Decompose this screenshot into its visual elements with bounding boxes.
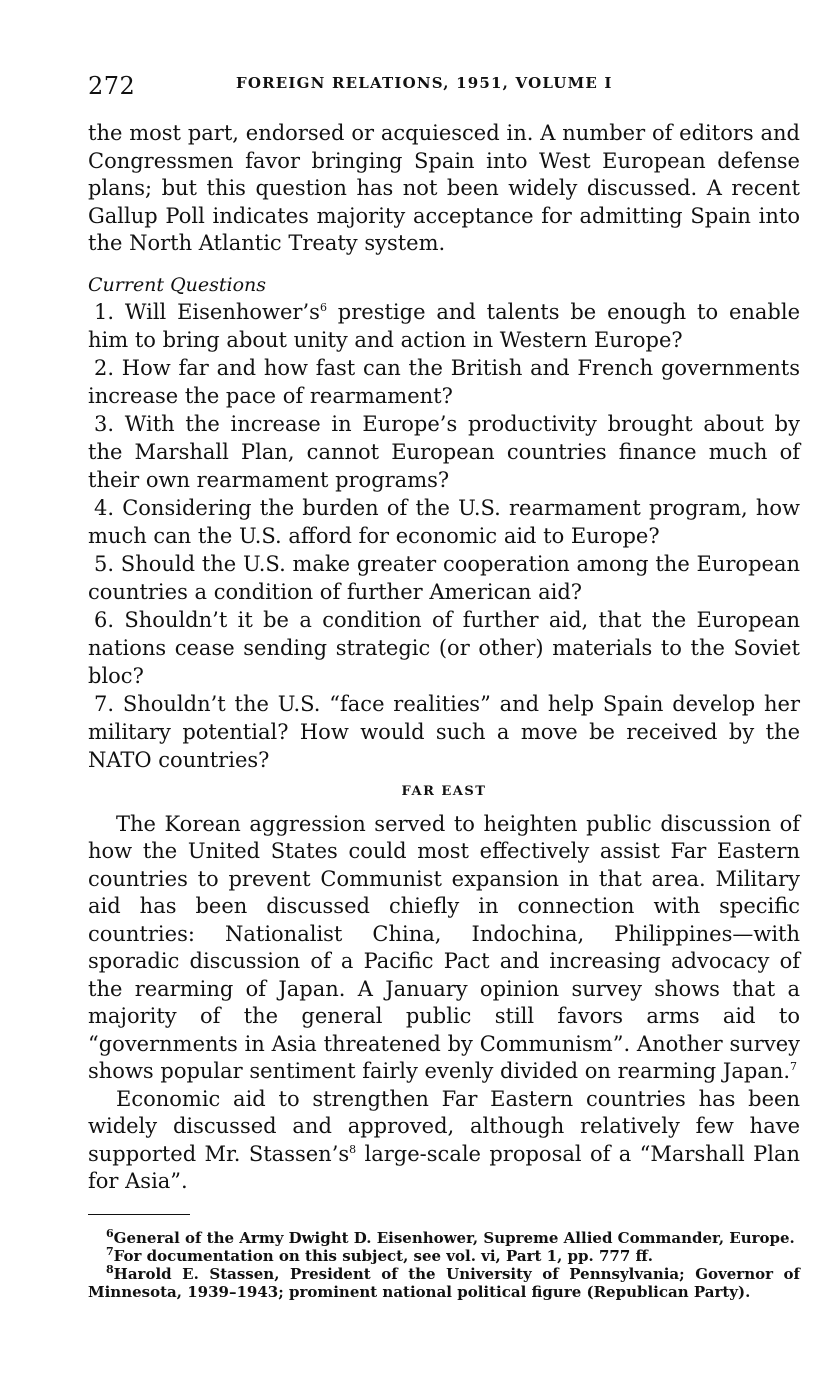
question-2: 2. How far and how fast can the British and French governments increase the pace of rearmament? [88,355,800,408]
question-5: 5. Should the U.S. make greater cooperation among the European countries a condition of further American aid? [88,551,800,604]
far-east-paragraph-2 [88,1086,800,1196]
footnote-7-mark: 7 [106,1244,114,1258]
footnote-ref-7: 7 [790,1060,798,1073]
footnote-8-text: Harold E. Stassen, President of the University of Pennsylvania; Governor of Minnesota, 1939–1943; prominent national political figure (Republican Party). [88,1264,800,1301]
far-east-paragraph-2-end: large-scale proposal of a “Marshall Plan for Asia”. [88,1141,800,1193]
footnote-ref-8: 8 [349,1142,357,1156]
question-4: 4. Considering the burden of the U.S. rearmament program, how much can the U.S. afford for economic aid to Europe? [88,495,800,548]
document-page [88,64,800,1301]
footnote-ref-6: 6 [319,300,327,314]
opening-paragraph: the most part, endorsed or acquiesced in. A number of editors and Congressmen favor bringing Spain into West European defense plans; but this question has not been widely discussed. A recent Gallup Poll indicates majority acceptance for admitting Spain into the North Atlantic Treaty system. [88,121,800,255]
question-7: 7. Shouldn’t the U.S. “face realities” and help Spain develop her military potential? How would such a move be received by the NATO countries? [88,691,800,772]
footnote-divider [88,1214,190,1215]
footnote-8-mark: 8 [106,1262,114,1276]
far-east-paragraph-2-start: Economic aid to strengthen Far Eastern countries has been widely discussed and approved, although relatively few have supported Mr. Stassen’s [88,1086,800,1166]
current-questions-label: Current Questions [88,273,267,296]
footnote-6 [88,1226,800,1247]
question-1-start: 1. Will Eisenhower’s [94,299,320,324]
question-1-end: prestige and talents be enough to enable him to bring about unity and action in Western Europe? [88,299,800,352]
footnote-7-text: For documentation on this subject, see vol. vi, Part 1, pp. 777 ff. [113,1246,654,1265]
question-1 [88,298,800,354]
far-east-paragraph-1-text: The Korean aggression served to heighten public discussion of how the United States could most effectively assist Far Eastern countries to prevent Communist expansion in that area. Military aid has been discussed chiefly in connection with specific countries: Nationalist China, Indochina, Philippines—with sporadic discussion of a Pacific Pact and increasing advocacy of the rearming of Japan. A January opinion survey shows that a majority of the general public still favors arms aid to “governments in Asia threatened by Communism”. Another survey shows popular sentiment fairly evenly divided on rearming Japan. [88,811,800,1083]
running-head: FOREIGN RELATIONS, 1951, VOLUME I [236,74,613,92]
footnote-6-mark: 6 [106,1226,114,1240]
page-header [88,64,800,104]
far-east-heading: FAR EAST [401,783,487,799]
footnote-8 [88,1262,800,1301]
page-number: 272 [88,72,136,100]
footnote-7 [88,1244,800,1265]
question-3: 3. With the increase in Europe’s productivity brought about by the Marshall Plan, cannot European countries finance much of their own rearmament programs? [88,411,800,492]
far-east-paragraph-1 [88,811,800,1086]
question-6: 6. Shouldn’t it be a condition of further aid, that the European nations cease sending strategic (or other) materials to the Soviet bloc? [88,607,800,688]
footnote-6-text: General of the Army Dwight D. Eisenhower, Supreme Allied Commander, Europe. [113,1228,795,1247]
